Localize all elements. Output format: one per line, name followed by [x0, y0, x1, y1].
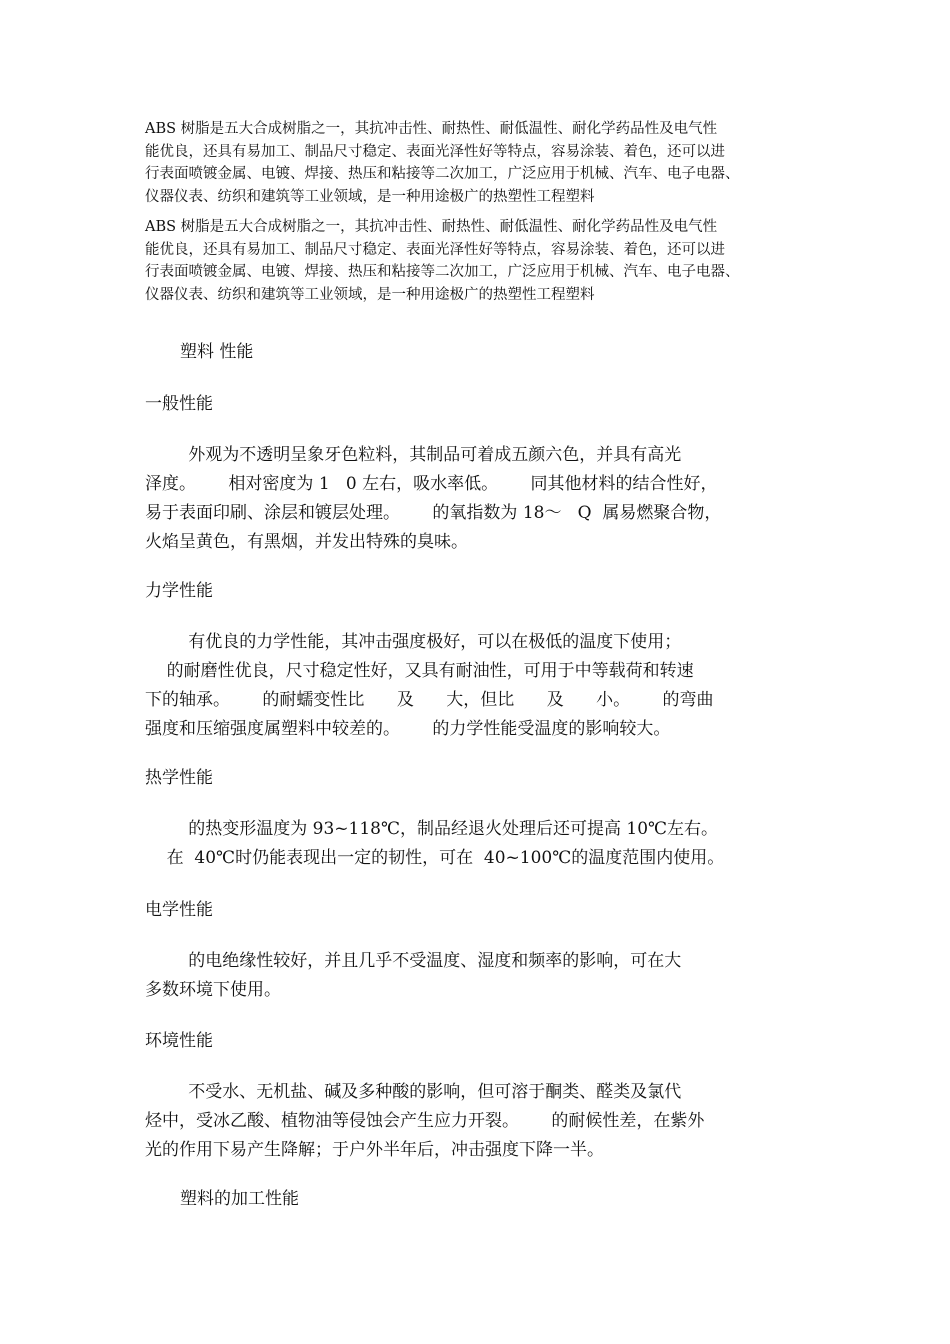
body-line: 的电绝缘性较好，并且几乎不受温度、湿度和频率的影响，可在大 — [145, 951, 682, 971]
intro-line: ABS 树脂是五大合成树脂之一，其抗冲击性、耐热性、耐低温性、耐化学药品性及电气性 — [145, 219, 718, 235]
section-heading-environmental: 环境性能 — [145, 1031, 213, 1051]
section-body-mechanical — [145, 628, 805, 744]
intro-line: 行表面喷镀金属、电镀、焊接、热压和粘接等二次加工，广泛应用于机械、汽车、电子电器、 — [145, 264, 740, 280]
section-body-general — [145, 441, 805, 557]
body-line: 在 40℃时仍能表现出一定的韧性，可在 40~100℃的温度范围内使用。 — [145, 848, 725, 868]
body-line: 泽度。 相对密度为 1 0 左右，吸水率低。 同其他材料的结合性好， — [145, 474, 718, 494]
intro-line: 行表面喷镀金属、电镀、焊接、热压和粘接等二次加工，广泛应用于机械、汽车、电子电器、 — [145, 166, 740, 182]
section-body-environmental — [145, 1078, 805, 1165]
body-line: 不受水、无机盐、碱及多种酸的影响，但可溶于酮类、醛类及氯代 — [145, 1082, 682, 1102]
body-line: 火焰呈黄色，有黑烟，并发出特殊的臭味。 — [145, 532, 468, 552]
intro-line: 能优良，还具有易加工、制品尺寸稳定、表面光泽性好等特点，容易涂装、着色，还可以进 — [145, 143, 725, 160]
body-line: 下的轴承。 的耐蠕变性比 及 大，但比 及 小。 的弯曲 — [145, 690, 714, 710]
section-heading-electrical: 电学性能 — [145, 900, 213, 920]
body-line: 多数环境下使用。 — [145, 980, 281, 1000]
intro-paragraph-1 — [145, 118, 805, 208]
body-line: 光的作用下易产生降解；于户外半年后，冲击强度下降一半。 — [145, 1140, 604, 1160]
section-body-thermal — [145, 815, 805, 873]
intro-line: 能优良，还具有易加工、制品尺寸稳定、表面光泽性好等特点，容易涂装、着色，还可以进 — [145, 241, 725, 258]
body-line: 易于表面印刷、涂层和镀层处理。 的氧指数为 18～ Q 属易燃聚合物， — [145, 503, 722, 523]
body-line: 的热变形温度为 93~118℃，制品经退火处理后还可提高 10℃左右。 — [145, 819, 719, 839]
main-heading: 塑料 性能 — [180, 342, 254, 362]
body-line: 有优良的力学性能，其冲击强度极好，可以在极低的温度下使用； — [145, 632, 682, 652]
intro-paragraph-2 — [145, 216, 805, 306]
intro-line: 仪器仪表、纺织和建筑等工业领域，是一种用途极广的热塑性工程塑料 — [145, 286, 595, 303]
section-heading-general: 一般性能 — [145, 394, 213, 414]
processing-heading: 塑料的加工性能 — [180, 1189, 299, 1209]
body-line: 烃中，受冰乙酸、植物油等侵蚀会产生应力开裂。 的耐候性差，在紫外 — [145, 1111, 705, 1131]
section-heading-thermal: 热学性能 — [145, 768, 213, 788]
body-line: 外观为不透明呈象牙色粒料，其制品可着成五颜六色，并具有高光 — [145, 445, 682, 465]
intro-line: 仪器仪表、纺织和建筑等工业领域，是一种用途极广的热塑性工程塑料 — [145, 188, 595, 205]
body-line: 强度和压缩强度属塑料中较差的。 的力学性能受温度的影响较大。 — [145, 719, 671, 739]
section-body-electrical — [145, 947, 805, 1005]
section-heading-mechanical: 力学性能 — [145, 581, 213, 601]
body-line: 的耐磨性优良，尺寸稳定性好，又具有耐油性，可用于中等载荷和转速 — [145, 661, 694, 681]
intro-line: ABS 树脂是五大合成树脂之一，其抗冲击性、耐热性、耐低温性、耐化学药品性及电气性 — [145, 121, 718, 137]
